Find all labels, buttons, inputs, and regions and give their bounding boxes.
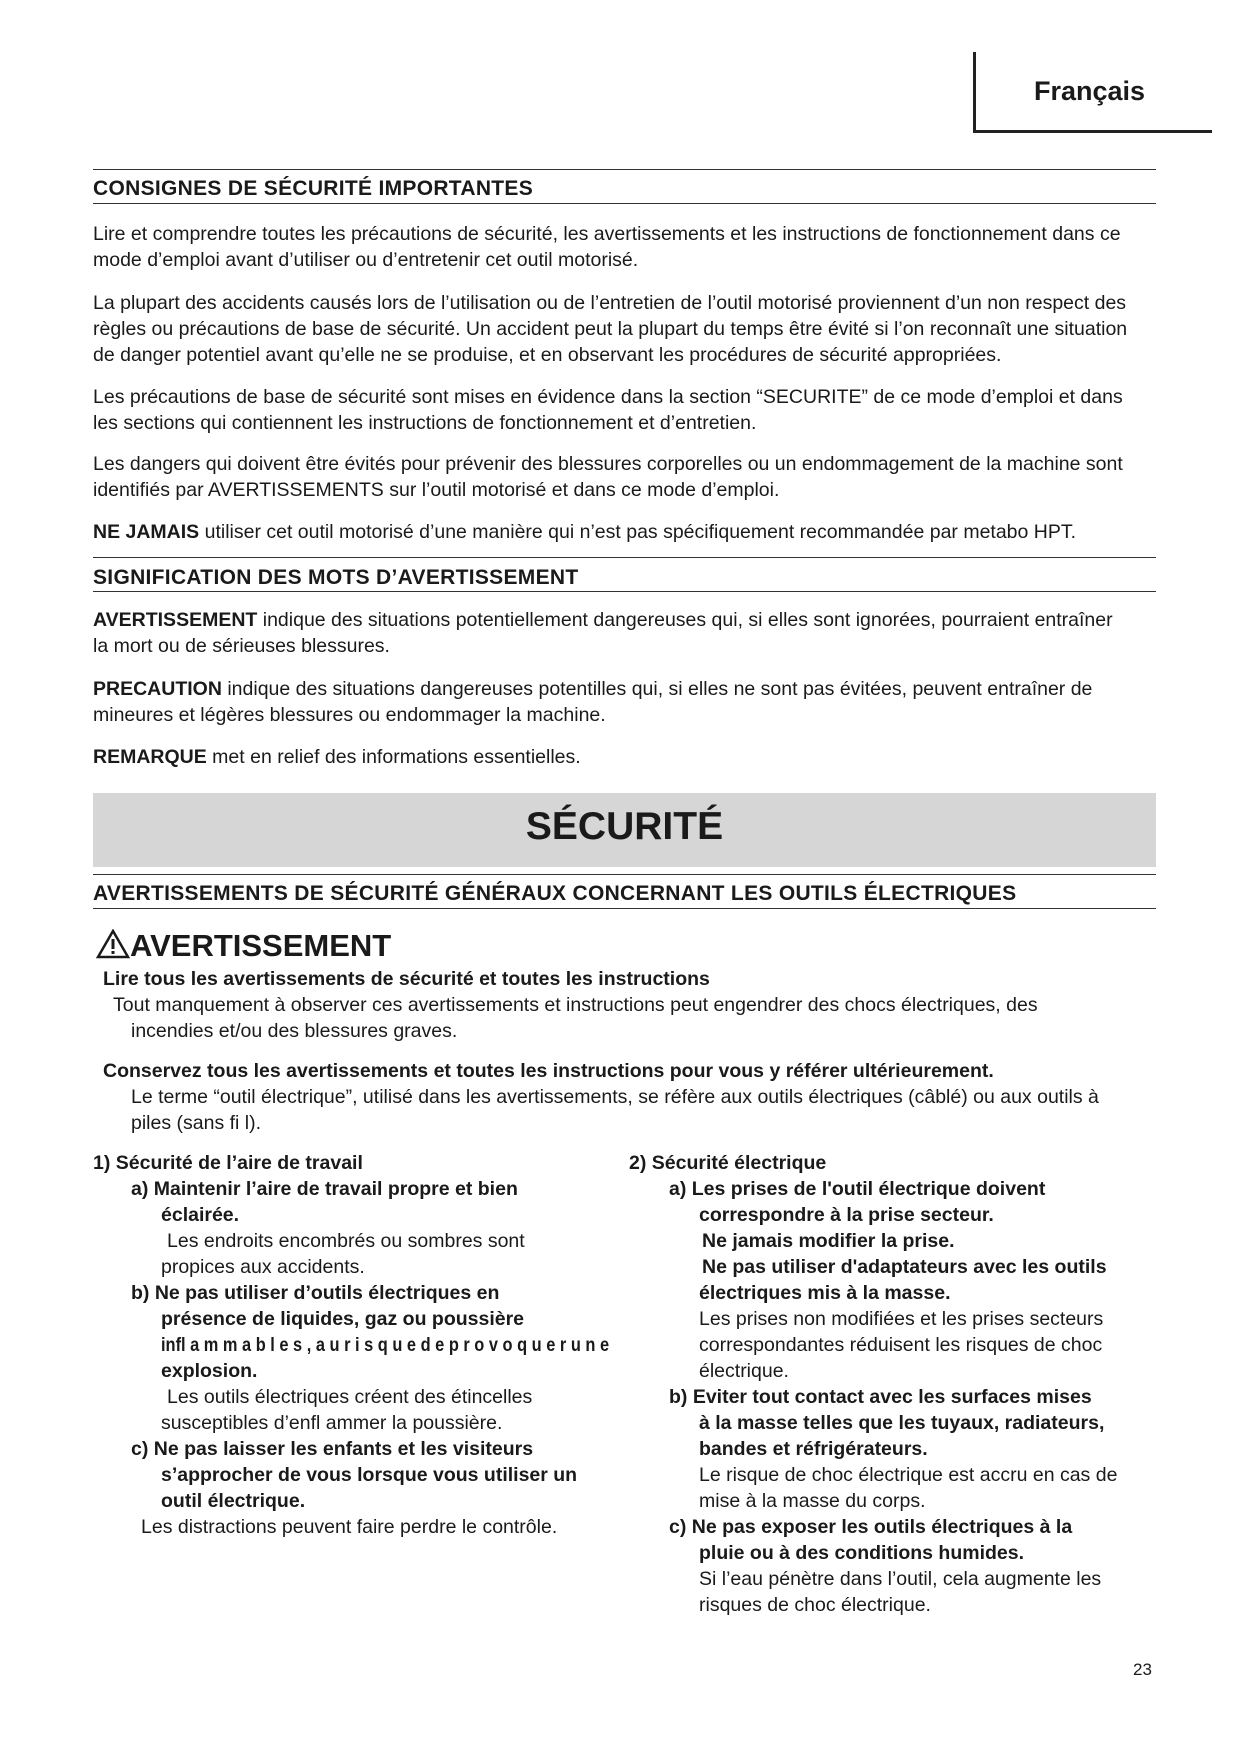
text-line: correspondantes réduisent les risques de choc	[699, 1334, 1103, 1356]
section-title-signal-words: SIGNIFICATION DES MOTS D’AVERTISSEMENT	[93, 566, 579, 589]
text-line: susceptibles d’enfl ammer la poussière.	[161, 1412, 503, 1434]
warning-triangle-icon	[96, 929, 130, 959]
text-line: b) Eviter tout contact avec les surfaces mises	[669, 1386, 1092, 1408]
band-title: SÉCURITÉ	[525, 805, 724, 848]
warning-heading	[96, 928, 391, 964]
definition-note	[93, 744, 1156, 770]
text-line: pluie ou à des conditions humides.	[699, 1542, 1025, 1564]
text-line: mise à la masse du corps.	[699, 1490, 926, 1512]
text-line: règles ou précautions de base de sécurité. Un accident peut la plupart du temps être évité si l’on reconnaît une situation	[93, 318, 1128, 340]
section-title-consignes: CONSIGNES DE SÉCURITÉ IMPORTANTES	[93, 177, 534, 200]
text-line: Lire et comprendre toutes les précautions de sécurité, les avertissements et les instructions de fonctionnement dans ce	[93, 223, 1121, 245]
right-column	[629, 1150, 1159, 1618]
text-line: Les distractions peuvent faire perdre le contrôle.	[141, 1516, 558, 1538]
term-note: REMARQUE	[93, 746, 207, 768]
paragraph-dangers	[93, 451, 1156, 503]
warning-label: AVERTISSEMENT	[130, 928, 392, 963]
subsection-heading: 2) Sécurité électrique	[629, 1152, 827, 1174]
text-line: Le risque de choc électrique est accru en cas de	[699, 1464, 1118, 1486]
paragraph-basic-precautions	[93, 384, 1156, 436]
text-line: Ne pas utiliser d'adaptateurs avec les outils	[702, 1256, 1107, 1278]
rule	[93, 557, 1156, 558]
paragraph-accidents	[93, 290, 1156, 368]
text-line: piles (sans fi l).	[131, 1112, 262, 1134]
text-line: propices aux accidents.	[161, 1256, 365, 1278]
subsection-heading: 1) Sécurité de l’aire de travail	[93, 1152, 363, 1174]
text-line: correspondre à la prise secteur.	[699, 1204, 994, 1226]
text-line: explosion.	[161, 1360, 258, 1382]
rule	[93, 591, 1156, 592]
text-line: électrique.	[699, 1360, 789, 1382]
text-line: identifiés par AVERTISSEMENTS sur l’outil motorisé et dans ce mode d’emploi.	[93, 479, 780, 501]
definition-text: indique des situations potentiellement dangereuses qui, si elles sont ignorées, pourraient entraîner	[257, 609, 1113, 631]
text-line: Le terme “outil électrique”, utilisé dans les avertissements, se réfère aux outils électriques (câblé) ou aux outils à	[131, 1086, 1099, 1108]
text-line: risques de choc électrique.	[699, 1594, 931, 1616]
text-line: Les outils électriques créent des étincelles	[167, 1386, 533, 1408]
paragraph-read-instructions	[93, 221, 1156, 273]
text-line: Si l’eau pénètre dans l’outil, cela augmente les	[699, 1568, 1102, 1590]
section-title-general-warnings: AVERTISSEMENTS DE SÉCURITÉ GÉNÉRAUX CONCERNANT LES OUTILS ÉLECTRIQUES	[93, 882, 1017, 905]
text-line: électriques mis à la masse.	[699, 1282, 951, 1304]
text-line: Les endroits encombrés ou sombres sont	[167, 1230, 525, 1252]
rule	[93, 908, 1156, 909]
text-line: b) Ne pas utiliser d’outils électriques en	[131, 1282, 500, 1304]
rule	[93, 874, 1156, 875]
definition-warning	[93, 607, 1156, 659]
term-warning: AVERTISSEMENT	[93, 609, 258, 631]
text-line: la mort ou de sérieuses blessures.	[93, 635, 390, 657]
rule-top	[93, 169, 1156, 170]
text-line: s’approcher de vous lorsque vous utiliser un	[161, 1464, 578, 1486]
text-line: mode d’emploi avant d’utiliser ou d’entretenir cet outil motorisé.	[93, 249, 639, 271]
definition-text: met en relief des informations essentielles.	[206, 746, 581, 768]
page-number: 23	[1133, 1660, 1152, 1679]
text-never-rest: utiliser cet outil motorisé d’une manière qui n’est pas spécifiquement recommandée par metabo HPT.	[199, 521, 1077, 543]
text-line: bandes et réfrigérateurs.	[699, 1438, 928, 1460]
text-line: infl a m m a b l e s , a u r i s q u e d e p r o v o q u e r u n e	[161, 1334, 610, 1356]
text-line: a) Les prises de l'outil électrique doivent	[669, 1178, 1046, 1200]
text-line: incendies et/ou des blessures graves.	[131, 1020, 458, 1042]
rule	[93, 203, 1156, 204]
definition-text: indique des situations dangereuses potentilles qui, si elles ne sont pas évitées, peuvent entraîner de	[221, 678, 1093, 700]
text-line: a) Maintenir l’aire de travail propre et bien	[131, 1178, 518, 1200]
text-line: présence de liquides, gaz ou poussière	[161, 1308, 525, 1330]
text-line: Tout manquement à observer ces avertissements et instructions peut engendrer des chocs électriques, des	[113, 994, 1038, 1016]
paragraph-never	[93, 519, 1156, 545]
text-line: c) Ne pas laisser les enfants et les visiteurs	[131, 1438, 534, 1460]
text-line: La plupart des accidents causés lors de l’utilisation ou de l’entretien de l’outil motorisé proviennent d’un non respect des	[93, 292, 1127, 314]
text-line: outil électrique.	[161, 1490, 306, 1512]
language-label: Français	[1034, 76, 1146, 106]
left-column	[93, 1150, 613, 1540]
keep-all-warnings	[103, 1058, 1166, 1136]
read-all-warnings	[103, 966, 1166, 1044]
text-line: Ne jamais modifier la prise.	[702, 1230, 955, 1252]
text-line: c) Ne pas exposer les outils électriques à la	[669, 1516, 1073, 1538]
text-line: Les précautions de base de sécurité sont mises en évidence dans la section “SECURITE” de ce mode d’emploi et dans	[93, 386, 1123, 408]
text-line: mineures et légères blessures ou endommager la machine.	[93, 704, 606, 726]
text-line: Conservez tous les avertissements et toutes les instructions pour vous y référer ultérieurement.	[103, 1060, 994, 1082]
text-line: Lire tous les avertissements de sécurité et toutes les instructions	[103, 968, 710, 990]
text-line: les sections qui contiennent les instructions de fonctionnement et d’entretien.	[93, 412, 757, 434]
text-line: Les prises non modifiées et les prises secteurs	[699, 1308, 1104, 1330]
text-line: éclairée.	[161, 1204, 240, 1226]
text-line: à la masse telles que les tuyaux, radiateurs,	[699, 1412, 1105, 1434]
emphasis-never: NE JAMAIS	[93, 521, 200, 543]
term-caution: PRECAUTION	[93, 678, 222, 700]
text-line: Les dangers qui doivent être évités pour prévenir des blessures corporelles ou un endommagement de la machine sont	[93, 453, 1123, 475]
definition-caution	[93, 676, 1156, 728]
text-line: de danger potentiel avant qu’elle ne se produise, et en observant les procédures de sécurité appropriées.	[93, 344, 1002, 366]
